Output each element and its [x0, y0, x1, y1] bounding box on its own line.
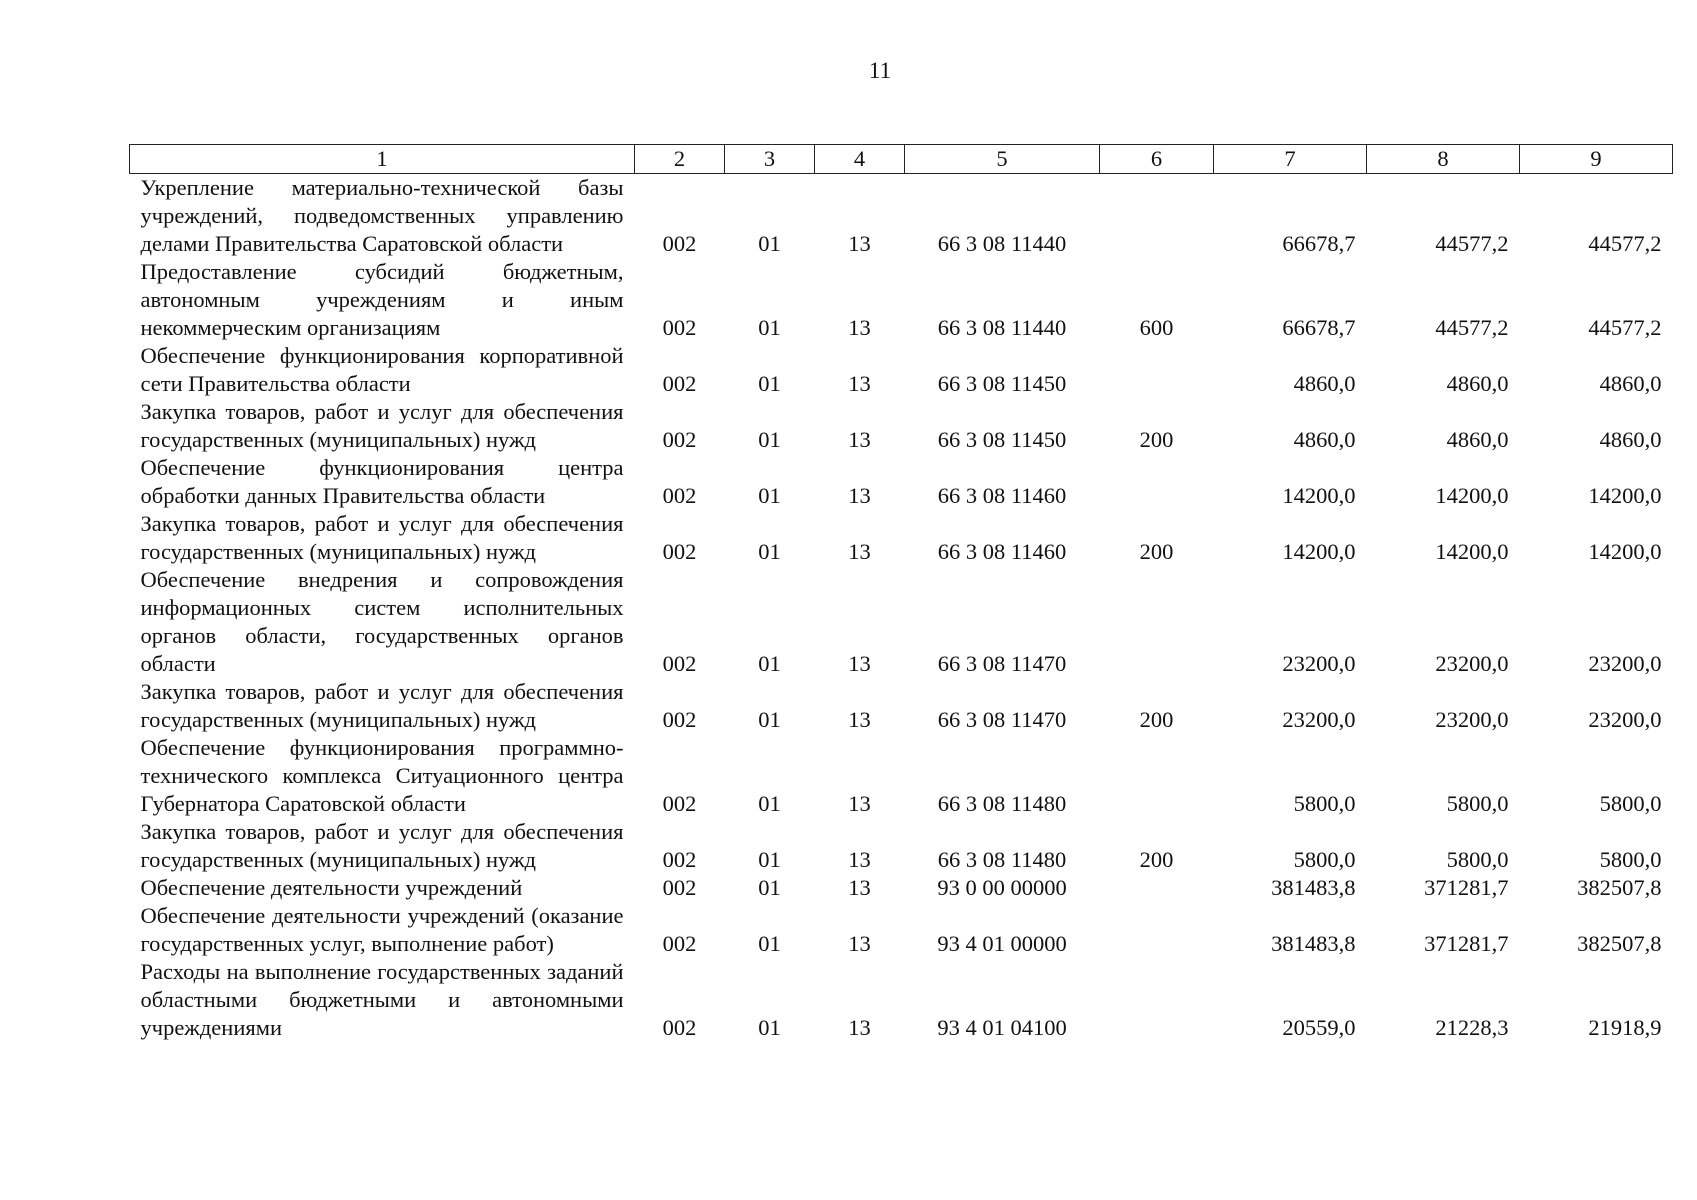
- row-target-article: 66 3 08 11450: [937, 371, 1067, 396]
- row-target-article: 66 3 08 11450: [937, 427, 1067, 452]
- row-value-col9: 44577,2: [1588, 315, 1662, 340]
- table-row: [130, 398, 1673, 454]
- row-section-code: 01: [758, 707, 781, 732]
- row-name: Обеспечение функционирования центра обработки данных Правительства области: [140, 455, 624, 508]
- row-target-article: 66 3 08 11460: [937, 483, 1067, 508]
- row-name: Расходы на выполнение государственных заданий областными бюджетными и автономными учреждениями: [140, 959, 624, 1040]
- row-ved-code: 002: [662, 539, 697, 564]
- row-name: Обеспечение функционирования программно-технического комплекса Ситуационного центра Губернатора Саратовской области: [140, 735, 624, 816]
- row-subsection-code: 13: [848, 427, 871, 452]
- row-section-code: 01: [758, 931, 781, 956]
- row-section-code: 01: [758, 791, 781, 816]
- row-expense-type: [1100, 342, 1214, 398]
- row-expense-type: 200: [1139, 427, 1174, 452]
- header-col-3: 3: [725, 145, 815, 174]
- table-row: [130, 818, 1673, 874]
- table-row: [130, 454, 1673, 510]
- row-subsection-code: 13: [848, 539, 871, 564]
- row-value-col9: 23200,0: [1588, 707, 1662, 732]
- row-name: Обеспечение деятельности учреждений (оказание государственных услуг, выполнение работ): [140, 903, 624, 956]
- row-name: Обеспечение функционирования корпоративной сети Правительства области: [140, 343, 624, 396]
- row-name: Закупка товаров, работ и услуг для обеспечения государственных (муниципальных) нужд: [140, 679, 624, 732]
- row-value-col9: 14200,0: [1588, 539, 1662, 564]
- row-target-article: 66 3 08 11460: [937, 539, 1067, 564]
- header-row: [130, 145, 1673, 174]
- row-subsection-code: 13: [848, 931, 871, 956]
- row-expense-type: [1100, 734, 1214, 818]
- row-subsection-code: 13: [848, 791, 871, 816]
- row-name: Закупка товаров, работ и услуг для обеспечения государственных (муниципальных) нужд: [140, 819, 624, 872]
- row-value-col8: 14200,0: [1435, 483, 1509, 508]
- row-target-article: 66 3 08 11480: [937, 847, 1067, 872]
- row-value-col9: 4860,0: [1599, 371, 1662, 396]
- row-value-col8: 4860,0: [1446, 371, 1509, 396]
- row-expense-type: [1100, 874, 1214, 902]
- row-expense-type: [1100, 174, 1214, 259]
- row-value-col9: 14200,0: [1588, 483, 1662, 508]
- row-subsection-code: 13: [848, 847, 871, 872]
- row-target-article: 93 0 00 00000: [937, 875, 1067, 900]
- row-name: Закупка товаров, работ и услуг для обеспечения государственных (муниципальных) нужд: [140, 399, 624, 452]
- row-expense-type: 200: [1139, 539, 1174, 564]
- table-row: [130, 734, 1673, 818]
- row-expense-type: [1100, 566, 1214, 678]
- row-value-col8: 4860,0: [1446, 427, 1509, 452]
- row-value-col9: 21918,9: [1588, 1015, 1662, 1040]
- row-value-col7: 5800,0: [1293, 791, 1356, 816]
- row-value-col7: 14200,0: [1282, 483, 1356, 508]
- header-col-6: 6: [1100, 145, 1214, 174]
- table-header: [130, 145, 1673, 174]
- row-subsection-code: 13: [848, 875, 871, 900]
- row-ved-code: 002: [662, 707, 697, 732]
- row-value-col9: 4860,0: [1599, 427, 1662, 452]
- row-section-code: 01: [758, 875, 781, 900]
- row-value-col7: 23200,0: [1282, 651, 1356, 676]
- row-value-col9: 23200,0: [1588, 651, 1662, 676]
- budget-table: [129, 144, 1673, 1042]
- row-section-code: 01: [758, 427, 781, 452]
- row-ved-code: 002: [662, 371, 697, 396]
- row-value-col8: 44577,2: [1435, 231, 1509, 256]
- table-row: [130, 510, 1673, 566]
- row-value-col8: 14200,0: [1435, 539, 1509, 564]
- row-section-code: 01: [758, 539, 781, 564]
- row-ved-code: 002: [662, 1015, 697, 1040]
- row-value-col7: 5800,0: [1293, 847, 1356, 872]
- row-name: Укрепление материально-технической базы учреждений, подведомственных управлению делами Правительства Саратовской области: [140, 175, 624, 256]
- row-value-col8: 21228,3: [1435, 1015, 1509, 1040]
- row-target-article: 93 4 01 04100: [937, 1015, 1067, 1040]
- row-target-article: 66 3 08 11470: [937, 707, 1067, 732]
- row-section-code: 01: [758, 651, 781, 676]
- row-value-col7: 66678,7: [1282, 315, 1356, 340]
- row-value-col7: 23200,0: [1282, 707, 1356, 732]
- row-expense-type: 600: [1139, 315, 1174, 340]
- table-row: [130, 902, 1673, 958]
- table-row: [130, 678, 1673, 734]
- row-value-col8: 371281,7: [1424, 931, 1509, 956]
- row-value-col9: 5800,0: [1599, 847, 1662, 872]
- row-expense-type: 200: [1139, 847, 1174, 872]
- row-value-col7: 14200,0: [1282, 539, 1356, 564]
- row-value-col9: 5800,0: [1599, 791, 1662, 816]
- row-value-col7: 4860,0: [1293, 427, 1356, 452]
- row-value-col7: 20559,0: [1282, 1015, 1356, 1040]
- row-section-code: 01: [758, 315, 781, 340]
- row-value-col7: 4860,0: [1293, 371, 1356, 396]
- row-name: Предоставление субсидий бюджетным, автономным учреждениям и иным некоммерческим организациям: [140, 259, 624, 340]
- row-value-col8: 5800,0: [1446, 847, 1509, 872]
- row-ved-code: 002: [662, 427, 697, 452]
- header-col-1: 1: [130, 145, 635, 174]
- header-col-7: 7: [1214, 145, 1367, 174]
- page-number: 11: [868, 58, 892, 83]
- row-value-col8: 23200,0: [1435, 707, 1509, 732]
- row-value-col8: 5800,0: [1446, 791, 1509, 816]
- table-row: [130, 174, 1673, 259]
- row-target-article: 66 3 08 11440: [937, 231, 1067, 256]
- row-value-col7: 381483,8: [1271, 875, 1356, 900]
- row-expense-type: [1100, 454, 1214, 510]
- header-col-9: 9: [1520, 145, 1673, 174]
- row-ved-code: 002: [662, 483, 697, 508]
- row-ved-code: 002: [662, 791, 697, 816]
- row-ved-code: 002: [662, 875, 697, 900]
- header-col-8: 8: [1367, 145, 1520, 174]
- table-row: [130, 342, 1673, 398]
- row-target-article: 93 4 01 00000: [937, 931, 1067, 956]
- header-col-5: 5: [905, 145, 1100, 174]
- row-ved-code: 002: [662, 931, 697, 956]
- table-row: [130, 958, 1673, 1042]
- row-name: Закупка товаров, работ и услуг для обеспечения государственных (муниципальных) нужд: [140, 511, 624, 564]
- row-value-col7: 66678,7: [1282, 231, 1356, 256]
- table-row: [130, 874, 1673, 902]
- row-subsection-code: 13: [848, 483, 871, 508]
- row-target-article: 66 3 08 11440: [937, 315, 1067, 340]
- row-name: Обеспечение внедрения и сопровождения информационных систем исполнительных органов области, государственных органов области: [140, 567, 624, 676]
- row-subsection-code: 13: [848, 315, 871, 340]
- row-ved-code: 002: [662, 651, 697, 676]
- table-row: [130, 258, 1673, 342]
- row-expense-type: [1100, 958, 1214, 1042]
- row-ved-code: 002: [662, 847, 697, 872]
- row-section-code: 01: [758, 1015, 781, 1040]
- header-col-2: 2: [635, 145, 725, 174]
- row-value-col8: 371281,7: [1424, 875, 1509, 900]
- row-target-article: 66 3 08 11470: [937, 651, 1067, 676]
- table-row: [130, 566, 1673, 678]
- row-subsection-code: 13: [848, 707, 871, 732]
- row-target-article: 66 3 08 11480: [937, 791, 1067, 816]
- row-value-col8: 44577,2: [1435, 315, 1509, 340]
- row-ved-code: 002: [662, 231, 697, 256]
- row-section-code: 01: [758, 371, 781, 396]
- row-section-code: 01: [758, 847, 781, 872]
- row-value-col9: 382507,8: [1577, 875, 1662, 900]
- table-body: [130, 174, 1673, 1043]
- row-ved-code: 002: [662, 315, 697, 340]
- row-value-col9: 382507,8: [1577, 931, 1662, 956]
- header-col-4: 4: [815, 145, 905, 174]
- row-expense-type: [1100, 902, 1214, 958]
- row-subsection-code: 13: [848, 231, 871, 256]
- row-expense-type: 200: [1139, 707, 1174, 732]
- row-subsection-code: 13: [848, 1015, 871, 1040]
- row-subsection-code: 13: [848, 651, 871, 676]
- row-subsection-code: 13: [848, 371, 871, 396]
- row-name: Обеспечение деятельности учреждений: [140, 875, 523, 900]
- row-value-col7: 381483,8: [1271, 931, 1356, 956]
- row-value-col8: 23200,0: [1435, 651, 1509, 676]
- row-section-code: 01: [758, 483, 781, 508]
- row-value-col9: 44577,2: [1588, 231, 1662, 256]
- row-section-code: 01: [758, 231, 781, 256]
